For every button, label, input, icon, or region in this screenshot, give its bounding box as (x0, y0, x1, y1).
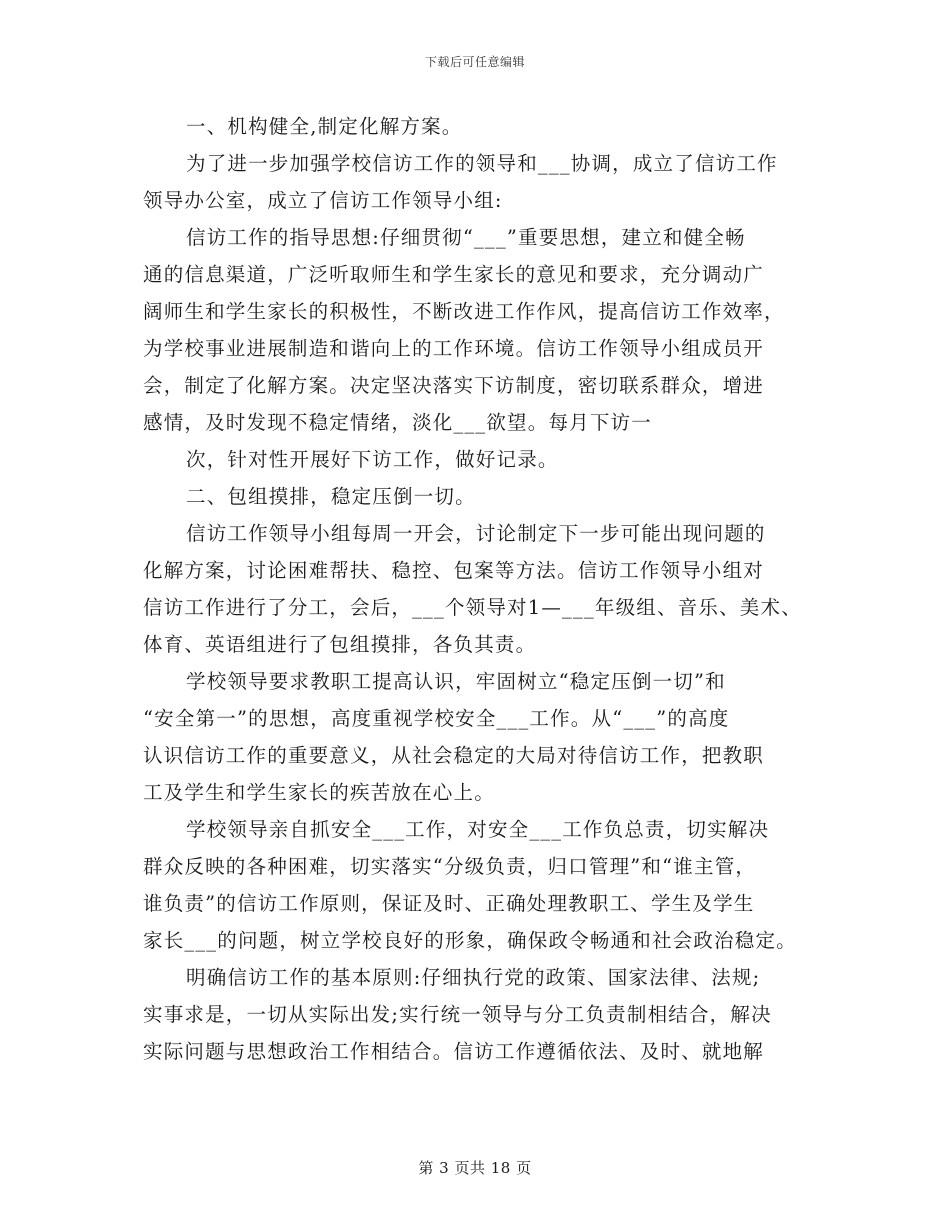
text-line: 通的信息渠道，广泛听取师生和学生家长的意见和要求，充分调动广 (143, 263, 765, 286)
text-line: 家长___的问题，树立学校良好的形象，确保政令畅通和社会政治稳定。 (143, 929, 797, 952)
text-line: 感情，及时发现不稳定情绪，淡化___欲望。每月下访一 (143, 411, 652, 434)
text-line: 明确信访工作的基本原则:仔细执行党的政策、国家法律、法规; (186, 966, 761, 989)
text-line: 工及学生和学生家长的疾苦放在心上。 (143, 781, 495, 804)
text-line: 阔师生和学生家长的积极性，不断改进工作作风，提高信访工作效率， (143, 300, 785, 323)
page-footer: 第 3 页共 18 页 (418, 1159, 532, 1177)
text-line: 信访工作领导小组每周一开会，讨论制定下一步可能出现问题的 (186, 522, 766, 545)
text-line: 为了进一步加强学校信访工作的领导和___协调，成立了信访工作 (186, 152, 778, 175)
text-line: 实事求是，一切从实际出发;实行统一领导与分工负责制相结合，解决 (143, 1003, 772, 1026)
text-line: 次，针对性开展好下访工作，做好记录。 (186, 448, 559, 471)
text-line: 化解方案，讨论困难帮扶、稳控、包案等方法。信访工作领导小组对 (143, 559, 765, 582)
text-line: 为学校事业进展制造和谐向上的工作环境。信访工作领导小组成员开 (143, 337, 765, 360)
text-line: 实际问题与思想政治工作相结合。信访工作遵循依法、及时、就地解 (143, 1040, 765, 1063)
text-line: 会，制定了化解方案。决定坚决落实下访制度，密切联系群众，增进 (143, 374, 765, 397)
section-heading: 二、包组摸排，稳定压倒一切。 (186, 485, 476, 508)
text-line: 一、机构健全,制定化解方案。 (186, 115, 463, 138)
text-line: 认识信访工作的重要意义，从社会稳定的大局对待信访工作，把教职 (143, 744, 765, 767)
text-line: 群众反映的各种困难，切实落实“分级负责，归口管理”和“谁主管， (143, 855, 757, 878)
text-line: 体育、英语组进行了包组摸排，各负其责。 (143, 633, 537, 656)
document-body (143, 108, 815, 1070)
text-line: 谁负责”的信访工作原则，保证及时、正确处理教职工、学生及学生 (143, 892, 755, 915)
page-header: 下载后可任意编辑 (424, 55, 525, 69)
text-line: 领导办公室，成立了信访工作领导小组: (143, 189, 503, 212)
text-line: 学校领导亲自抓安全___工作，对安全___工作负总责，切实解决 (186, 818, 770, 841)
text-line: 学校领导要求教职工提高认识，牢固树立“稳定压倒一切”和 (186, 670, 726, 693)
text-line: 信访工作进行了分工，会后，___个领导对1—___年级组、音乐、美术、 (143, 596, 802, 619)
text-line: 信访工作的指导思想:仔细贯彻“___”重要思想，建立和健全畅 (186, 226, 746, 249)
text-line: “安全第一”的思想，高度重视学校安全___工作。从“___”的高度 (143, 707, 730, 730)
